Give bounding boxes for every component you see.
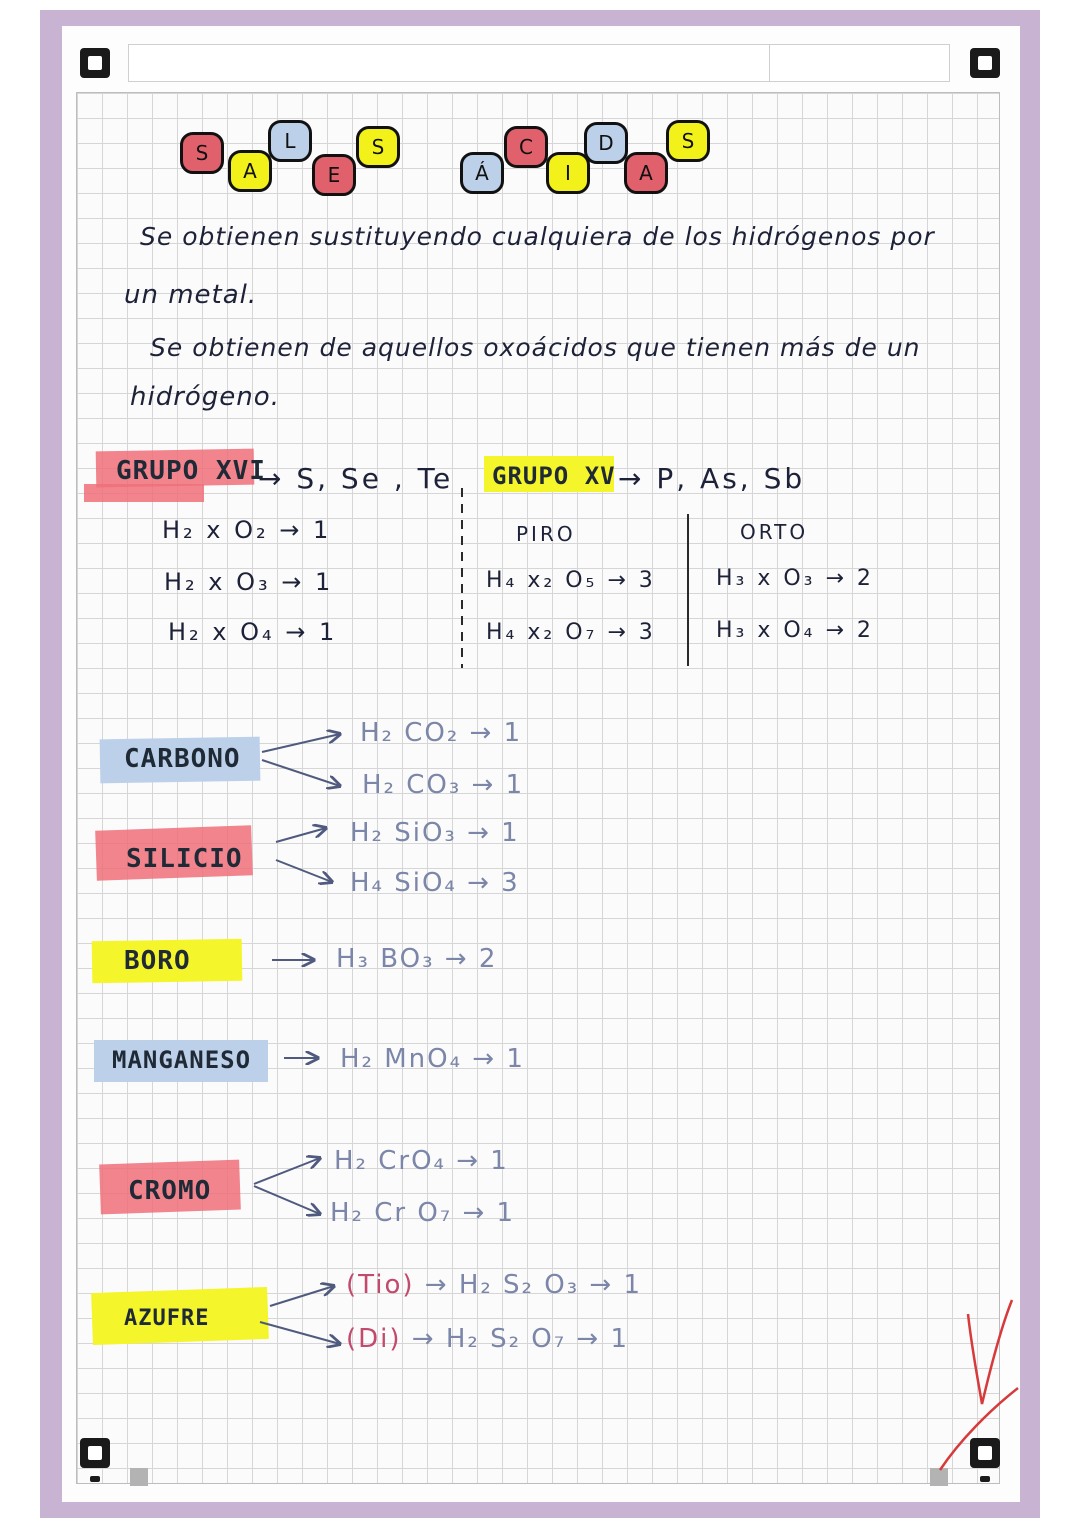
title-tile: E (312, 154, 356, 196)
element-formula: H₂ Cr O₇ → 1 (330, 1198, 516, 1228)
orto-header: ORTO (740, 520, 809, 544)
arrow (262, 734, 340, 752)
arrow (254, 1186, 320, 1214)
formula-body: → H₂ S₂ O₃ → 1 (424, 1270, 642, 1300)
arrow (262, 760, 340, 786)
formula-body: → H₂ S₂ O₇ → 1 (411, 1324, 630, 1354)
element-label: BORO (124, 946, 191, 976)
intro-line: un metal. (124, 280, 258, 310)
element-formula: H₂ CO₃ → 1 (362, 770, 525, 800)
title-tile: Á (460, 152, 504, 194)
title-tile: S (356, 126, 400, 168)
title-tile: D (584, 122, 628, 164)
intro-line: Se obtienen de aquellos oxoácidos que tienen más de un (150, 333, 921, 362)
title-tile: S (180, 132, 224, 174)
title-tile: S (666, 120, 710, 162)
title-tile: I (546, 152, 590, 194)
title-tile: A (624, 152, 668, 194)
grupo-xvi-formula: H₂ x O₄ → 1 (168, 618, 338, 646)
formula-prefix: (Di) (346, 1324, 402, 1354)
element-label: CROMO (128, 1176, 212, 1206)
arrow (276, 860, 332, 882)
grupo-xv-label: GRUPO XV (492, 462, 616, 490)
element-formula: H₂ SiO₃ → 1 (350, 818, 520, 848)
element-formula: H₂ CrO₄ → 1 (334, 1146, 509, 1176)
title-tile: L (268, 120, 312, 162)
intro-line: hidrógeno. (130, 382, 280, 412)
grupo-xvi-elements: → S, Se , Te (258, 462, 454, 495)
element-formula: H₂ CO₂ → 1 (360, 718, 523, 748)
arrow (270, 1286, 334, 1306)
intro-line: Se obtienen sustituyendo cualquiera de los hidrógenos por (140, 222, 935, 251)
grupo-xvi-label: GRUPO XVI (116, 456, 266, 486)
element-formula: H₂ MnO₄ → 1 (340, 1044, 525, 1074)
orto-formula: H₃ x O₄ → 2 (716, 618, 874, 643)
piro-formula: H₄ x₂ O₅ → 3 (486, 568, 656, 593)
grupo-xv-elements: → P, As, Sb (618, 462, 806, 495)
arrow (254, 1158, 320, 1184)
arrow (276, 828, 326, 842)
title-tile: A (228, 150, 272, 192)
element-formula: H₃ BO₃ → 2 (336, 944, 498, 974)
piro-formula: H₄ x₂ O₇ → 3 (486, 620, 656, 645)
grupo-xvi-formula: H₂ x O₃ → 1 (164, 568, 334, 596)
arrow (260, 1322, 340, 1344)
formula-prefix: (Tio) (346, 1270, 415, 1300)
check-mark (940, 1300, 1018, 1470)
element-label: SILICIO (126, 844, 243, 874)
grupo-xvi-formula: H₂ x O₂ → 1 (162, 516, 332, 544)
piro-header: PIRO (516, 522, 576, 546)
element-label: MANGANESO (112, 1046, 252, 1074)
title-tile: C (504, 126, 548, 168)
element-label: CARBONO (124, 744, 241, 774)
element-label: AZUFRE (124, 1306, 210, 1331)
orto-formula: H₃ x O₃ → 2 (716, 566, 874, 591)
element-formula: H₄ SiO₄ → 3 (350, 868, 520, 898)
